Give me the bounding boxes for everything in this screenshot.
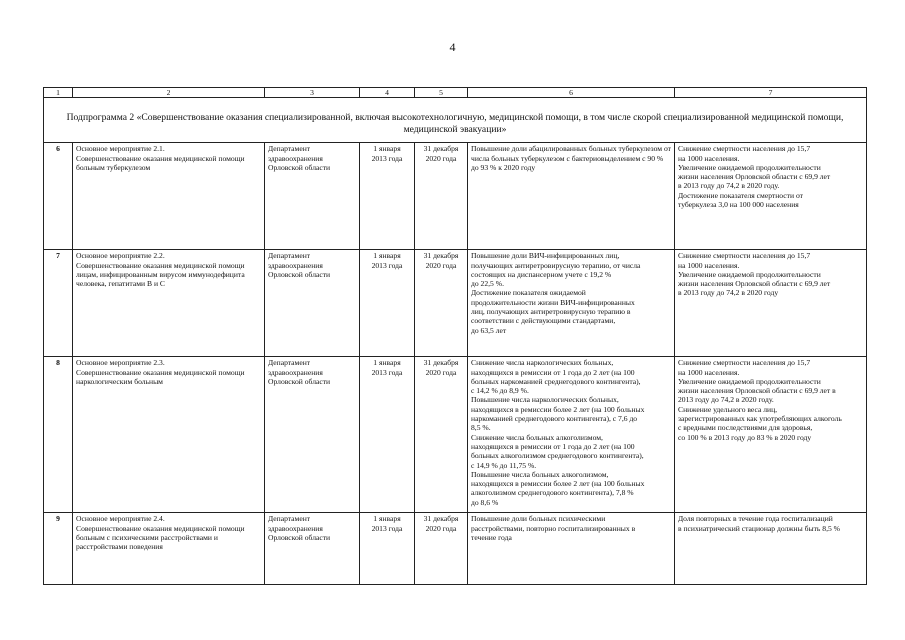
text-line: находящихся в ремиссии более 2 лет (на 100 больных — [471, 404, 645, 414]
text-line: 1 января — [373, 251, 401, 261]
text-line: до 22,5 %. — [471, 279, 504, 289]
text-line: больных наркоманией среднегодового контингента), — [471, 376, 641, 386]
expected-result-cell — [468, 250, 675, 357]
text-line: продолжительности жизни ВИЧ-инфицированных — [471, 297, 635, 307]
text-line: Увеличение ожидаемой продолжительности — [678, 376, 821, 386]
indicators-cell — [675, 250, 867, 357]
text-line: 31 декабря — [423, 358, 459, 368]
text-line: 1 января — [373, 514, 401, 524]
text-line: Повышение доли абацилированных больных туберкулезом от числа больных туберкулезом с бактериовыделением с 90 % до 93 % к 2020 году — [471, 144, 671, 172]
text-line: жизни населения Орловской области с 69,9 лет — [678, 172, 831, 182]
header-cell: 5 — [415, 88, 468, 98]
text-line: 2020 года — [425, 523, 457, 533]
text-line: до 63,5 лет — [471, 325, 507, 335]
text-line: наркоманией среднегодового контингента), с 7,6 до — [471, 414, 638, 424]
text-line: Снижение смертности населения до 15,7 — [678, 251, 811, 261]
header-cell: 2 — [73, 88, 265, 98]
page-number: 4 — [449, 40, 456, 54]
text-line: 2020 года — [425, 260, 457, 270]
text-line: 31 декабря — [423, 514, 459, 524]
text-line: Департамент — [268, 144, 311, 154]
header-cell: 7 — [675, 88, 867, 98]
table-row — [44, 513, 867, 585]
text-line: 2020 года — [425, 153, 457, 163]
text-line: Совершенствование оказания медицинской помощи наркологическим больным — [76, 367, 245, 386]
text-line: Департамент — [268, 514, 311, 524]
text-line: в 2013 году до 74,2 в 2020 году. — [678, 181, 780, 191]
text-line: Департамент — [268, 251, 311, 261]
text-line: здравоохранения — [268, 153, 323, 163]
text-line: Орловской области — [268, 162, 331, 172]
header-cell: 1 — [44, 88, 73, 98]
measure-cell — [73, 143, 265, 250]
expected-result-cell — [468, 513, 675, 585]
text-line: на 1000 населения. — [678, 367, 740, 377]
text-line: Совершенствование оказания медицинской помощи лицам, инфицированным вирусом иммунодефицита человека, гепатитами В и С — [76, 260, 245, 289]
measure-cell — [73, 250, 265, 357]
text-line: Орловской области — [268, 376, 331, 386]
text-line: 1 января — [373, 144, 401, 154]
text-line: 2013 года — [371, 153, 403, 163]
start-date-cell — [360, 250, 415, 357]
text-line: 31 декабря — [423, 144, 459, 154]
text-line: с 14,9 % до 11,75 %. — [471, 460, 537, 470]
header-cell: 6 — [468, 88, 675, 98]
text-line: Орловской области — [268, 532, 331, 542]
row-number-cell: 6 — [44, 143, 73, 250]
text-line: со 100 % в 2013 году до 83 % в 2020 году — [678, 432, 812, 442]
indicators-cell — [675, 357, 867, 513]
executor-cell — [265, 513, 360, 585]
text-line: здравоохранения — [268, 260, 323, 270]
text-line: здравоохранения — [268, 367, 323, 377]
text-line: до 8,6 % — [471, 497, 499, 507]
text-line: в 2013 году до 74,2 в 2020 году — [678, 288, 779, 298]
text-line: Департамент — [268, 358, 311, 368]
text-line: расстройствами, повторно госпитализированных в — [471, 523, 636, 533]
text-line: больных алкоголизмом среднегодового контингента), — [471, 451, 644, 461]
text-line: 1 января — [373, 358, 401, 368]
table-row — [44, 357, 867, 513]
executor-cell — [265, 250, 360, 357]
text-line: зарегистрированных как употребляющих алкоголь — [678, 414, 842, 424]
table-row — [44, 143, 867, 250]
text-line: Повышение числа больных алкоголизмом, — [471, 469, 609, 479]
text-line: Увеличение ожидаемой продолжительности — [678, 162, 821, 172]
measure-cell — [73, 357, 265, 513]
text-line: 2013 году до 74,2 в 2020 году. — [678, 395, 774, 405]
text-line: здравоохранения — [268, 523, 323, 533]
text-line: находящихся в ремиссии от 1 года до 2 лет (на 100 — [471, 367, 635, 377]
text-line: в психиатрический стационар должны быть 8,5 % — [678, 523, 840, 533]
text-line: Увеличение ожидаемой продолжительности — [678, 269, 821, 279]
text-line: Достижение показателя смертности от — [678, 190, 803, 200]
text-line: Совершенствование оказания медицинской помощи больным с психическими расстройствами и расстройствами поведения — [76, 523, 245, 552]
header-cell: 4 — [360, 88, 415, 98]
measure-cell — [73, 513, 265, 585]
text-line: с 14,2 % до 8,9 %. — [471, 386, 529, 396]
indicators-cell — [675, 143, 867, 250]
text-line: Основное мероприятие 2.1. — [76, 144, 165, 154]
text-line: получающих антиретровирусную терапию, от числа — [471, 260, 641, 270]
text-line: Достижение показателя ожидаемой — [471, 288, 586, 298]
start-date-cell — [360, 513, 415, 585]
end-date-cell — [415, 143, 468, 250]
text-line: находящихся в ремиссии от 1 года до 2 лет (на 100 — [471, 441, 635, 451]
text-line: жизни населения Орловской области с 69,9 лет — [678, 279, 831, 289]
text-line: Повышение доли больных психическими — [471, 514, 606, 524]
text-line: Снижение удельного веса лиц, — [678, 404, 778, 414]
executor-cell — [265, 357, 360, 513]
text-line: течение года — [471, 532, 512, 542]
text-line: туберкулеза 3,0 на 100 000 населения — [678, 200, 799, 210]
text-line: 8,5 %. — [471, 423, 491, 433]
text-line: Доля повторных в течение года госпитализаций — [678, 514, 833, 524]
text-line: лиц, получающих антиретровирусную терапию в — [471, 307, 631, 317]
executor-cell — [265, 143, 360, 250]
text-line: Орловской области — [268, 269, 331, 279]
indicators-cell — [675, 513, 867, 585]
text-line: Повышение числа наркологических больных, — [471, 395, 619, 405]
expected-result-cell — [468, 143, 675, 250]
text-line: 31 декабря — [423, 251, 459, 261]
header-row — [44, 88, 867, 98]
text-line: Совершенствование оказания медицинской помощи больным туберкулезом — [76, 153, 245, 172]
text-line: Основное мероприятие 2.4. — [76, 514, 165, 524]
text-line: 2020 года — [425, 367, 457, 377]
text-line: алкоголизмом среднегодового контингента), 7,8 % — [471, 488, 634, 498]
row-number-cell: 7 — [44, 250, 73, 357]
end-date-cell — [415, 513, 468, 585]
text-line: 2013 года — [371, 260, 403, 270]
text-line: 2013 года — [371, 523, 403, 533]
text-line: на 1000 населения. — [678, 153, 740, 163]
text-line: Снижение смертности населения до 15,7 — [678, 144, 811, 154]
program-table — [43, 87, 867, 585]
text-line: Снижение числа наркологических больных, — [471, 358, 614, 368]
subprogram-row — [44, 98, 867, 143]
text-line: Снижение смертности населения до 15,7 — [678, 358, 811, 368]
text-line: Повышение доли ВИЧ-инфицированных лиц, — [471, 251, 620, 261]
start-date-cell — [360, 357, 415, 513]
text-line: соответствии с действующими стандартами, — [471, 316, 616, 326]
text-line: Основное мероприятие 2.2. — [76, 251, 165, 261]
text-line: 2013 года — [371, 367, 403, 377]
end-date-cell — [415, 250, 468, 357]
subprogram-title: Подпрограмма 2 «Совершенствование оказания специализированной, включая высокотехнологичную, медицинской помощи, в том числе скорой специализированной медицинской помощи, медицинской эвакуации» — [44, 98, 867, 143]
header-cell: 3 — [265, 88, 360, 98]
text-line: жизни населения Орловской области с 69,9 лет в — [678, 386, 836, 396]
row-number-cell: 8 — [44, 357, 73, 513]
text-line: на 1000 населения. — [678, 260, 740, 270]
text-line: Основное мероприятие 2.3. — [76, 358, 165, 368]
start-date-cell — [360, 143, 415, 250]
text-line: с вредными последствиями для здоровья, — [678, 423, 813, 433]
text-line: Снижение числа больных алкоголизмом, — [471, 432, 603, 442]
text-line: состоящих на диспансерном учете с 19,2 % — [471, 269, 612, 279]
text-line: находящихся в ремиссии более 2 лет (на 100 больных — [471, 479, 645, 489]
expected-result-cell — [468, 357, 675, 513]
end-date-cell — [415, 357, 468, 513]
table-row — [44, 250, 867, 357]
row-number-cell: 9 — [44, 513, 73, 585]
